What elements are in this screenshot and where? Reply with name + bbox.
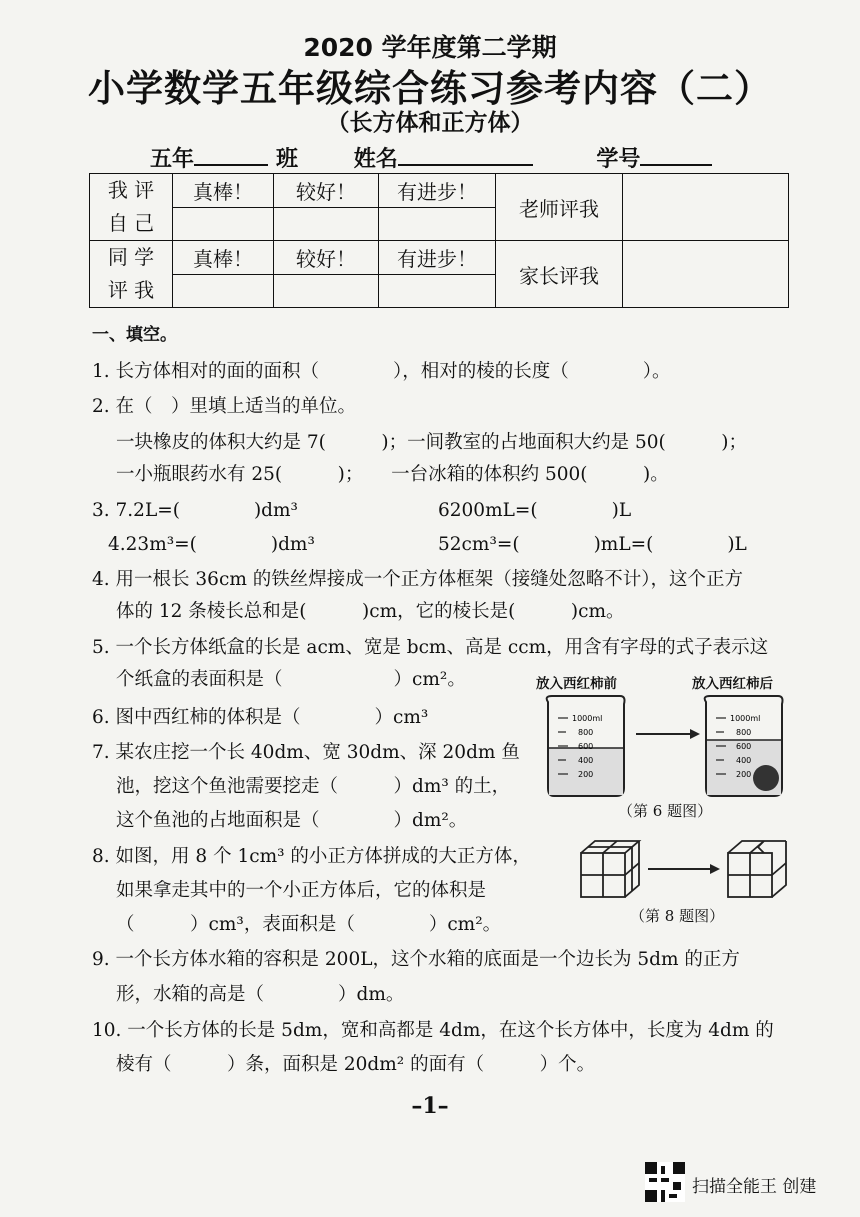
- fig8-cubes: [578, 835, 788, 903]
- page-subtitle: （长方体和正方体）: [326, 110, 534, 136]
- question-3b-right: 52cm³=( )mL=( )L: [438, 534, 747, 555]
- year-term: 2020 学年度第二学期: [303, 33, 557, 62]
- evaluation-table: [89, 173, 789, 308]
- question-2a: 一块橡皮的体积大约是 7( )；一间教室的占地面积大约是 50( )；: [116, 432, 747, 453]
- option-great: 真棒！: [173, 174, 274, 208]
- option-progress-2: 有进步！: [379, 241, 496, 275]
- mark-400-after: 400: [736, 756, 752, 765]
- question-1: 1. 长方体相对的面的面积（ ），相对的棱的长度（ ）。: [92, 361, 671, 382]
- fig6-beakers: [540, 690, 800, 800]
- parent-eval-label: 家长评我: [496, 241, 623, 308]
- question-10b: 棱有（ ）条，面积是 20dm² 的面有（ ）个。: [116, 1054, 596, 1075]
- mark-400: 400: [578, 756, 594, 765]
- mark-200-after: 200: [736, 770, 752, 779]
- self-great-box[interactable]: [173, 208, 274, 241]
- page-number: –1–: [411, 1093, 449, 1119]
- peer-great-box[interactable]: [173, 274, 274, 308]
- option-great-2: 真棒！: [173, 241, 274, 275]
- question-7b: 池，挖这个鱼池需要挖走（ ）dm³ 的土，: [116, 776, 511, 797]
- question-7c: 这个鱼池的占地面积是（ ）dm²。: [116, 810, 468, 831]
- mark-1000-after: 1000ml: [730, 714, 761, 723]
- question-3b-left: 4.23m³=( )dm³: [108, 534, 315, 555]
- option-good: 较好！: [274, 174, 379, 208]
- question-6: 6. 图中西红柿的体积是（ ）cm³: [92, 707, 429, 728]
- student-no-blank: [640, 144, 712, 166]
- question-8c: （ ）cm³，表面积是（ ）cm²。: [116, 914, 502, 935]
- self-good-box[interactable]: [274, 208, 379, 241]
- section-heading: 一、填空。: [92, 325, 177, 345]
- question-3a-right: 6200mL=( )L: [438, 500, 632, 521]
- question-7a: 7. 某农庄挖一个长 40dm、宽 30dm、深 20dm 鱼: [92, 742, 520, 763]
- mark-1000: 1000ml: [572, 714, 603, 723]
- arrow-icon: [636, 729, 700, 739]
- peer-good-box[interactable]: [274, 274, 379, 308]
- question-9b: 形，水箱的高是（ ）dm。: [116, 984, 405, 1005]
- option-good-2: 较好！: [274, 241, 379, 275]
- peer-progress-box[interactable]: [379, 274, 496, 308]
- name-label: 姓名: [353, 147, 398, 172]
- teacher-eval-box[interactable]: [623, 174, 789, 241]
- qr-code-icon: [645, 1162, 685, 1202]
- fig6-caption: （第 6 题图）: [618, 802, 713, 820]
- student-info-row: [150, 142, 712, 173]
- teacher-eval-label: 老师评我: [496, 174, 623, 241]
- question-3a-left: 3. 7.2L=( )dm³: [92, 500, 298, 521]
- footer-watermark: 扫描全能王 创建: [692, 1177, 817, 1197]
- fig8-caption: （第 8 题图）: [630, 907, 725, 925]
- question-8b: 如果拿走其中的一个小正方体后，它的体积是: [116, 880, 487, 901]
- big-cube: [581, 841, 639, 897]
- student-no-label: 学号: [596, 147, 641, 172]
- cube-missing-one: [728, 841, 786, 897]
- self-eval-label: 我 评 自 己: [90, 174, 173, 241]
- class-label: 班: [276, 147, 299, 172]
- question-2: 2. 在（ ）里填上适当的单位。: [92, 396, 357, 417]
- page-title: 小学数学五年级综合练习参考内容（二）: [88, 67, 772, 110]
- question-10a: 10. 一个长方体的长是 5dm，宽和高都是 4dm，在这个长方体中，长度为 4dm 的: [92, 1020, 774, 1041]
- class-blank: [194, 144, 268, 166]
- arrow-icon-2: [648, 864, 720, 874]
- beaker-after: [705, 696, 783, 796]
- question-2b: 一小瓶眼药水有 25( )； 一台冰箱的体积约 500( )。: [116, 464, 669, 485]
- mark-600-after: 600: [736, 742, 752, 751]
- question-4a: 4. 用一根长 36cm 的铁丝焊接成一个正方体框架（接缝处忽略不计），这个正方: [92, 569, 743, 590]
- mark-200: 200: [578, 770, 594, 779]
- tomato-icon: [753, 765, 779, 791]
- question-9a: 9. 一个长方体水箱的容积是 200L，这个水箱的底面是一个边长为 5dm 的正方: [92, 949, 740, 970]
- question-5b: 个纸盒的表面积是（ ）cm²。: [116, 669, 466, 690]
- mark-600: 600: [578, 742, 594, 751]
- parent-eval-box[interactable]: [623, 241, 789, 308]
- question-5a: 5. 一个长方体纸盒的长是 acm、宽是 bcm、高是 ccm，用含有字母的式子表示这: [92, 637, 769, 658]
- mark-800-after: 800: [736, 728, 752, 737]
- question-8a: 8. 如图，用 8 个 1cm³ 的小正方体拼成的大正方体，: [92, 846, 531, 867]
- self-progress-box[interactable]: [379, 208, 496, 241]
- question-4b: 体的 12 条棱长总和是( )cm，它的棱长是( )cm。: [116, 601, 625, 622]
- peer-eval-label: 同 学 评 我: [90, 241, 173, 308]
- fig6-after-label: 放入西红柿后: [692, 676, 773, 692]
- mark-800: 800: [578, 728, 594, 737]
- name-blank: [398, 144, 533, 166]
- grade-label: 五年: [150, 147, 195, 172]
- option-progress: 有进步！: [379, 174, 496, 208]
- fig6-before-label: 放入西红柿前: [536, 676, 617, 692]
- beaker-before: [547, 696, 625, 796]
